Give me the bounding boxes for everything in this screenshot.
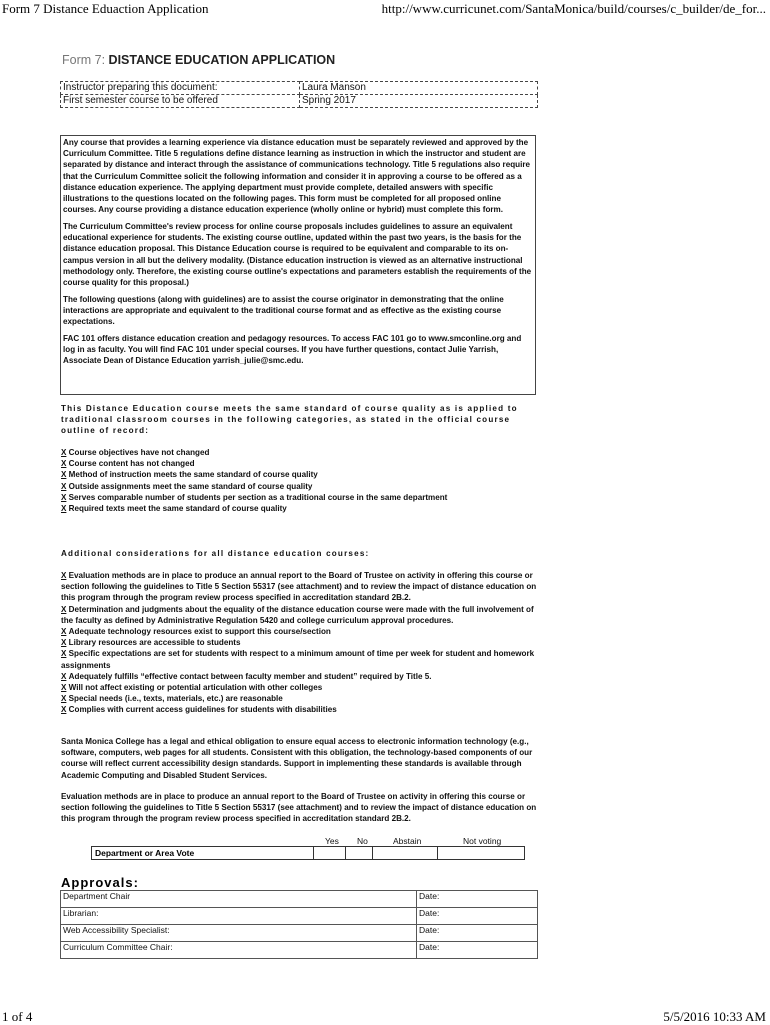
approvals-title: Approvals: [61, 875, 139, 890]
checklist-item [61, 604, 539, 626]
item-text: Course objectives have not changed [68, 448, 210, 457]
approval-date-label: Date: [417, 942, 538, 959]
vote-row-label: Department or Area Vote [92, 847, 314, 860]
intro-paragraph: The Curriculum Committee's review process for online course proposals includes guidelines to assure an equivalent educational experience for students. The existing course outline, updated within the past two years, is the basis for the distance education proposal. This Distance Education course is required to be equivalent and comparable to its on-campus version in all but the delivery modality. (Distance education instruction is viewed as an alternative instructional methodology only. Therefore, the existing course outline's expectations and parameters establish the requirements of the course quality for this proposal.) [63, 221, 532, 287]
accessibility-paragraph: Santa Monica College has a legal and ethical obligation to ensure equal access to electronic information technology (e.g., software, computers, web pages for all students. Consistent with this obligation, the technology-based components of our course will reflect current accessibility design standards. Support in implementing these standards is available through Academic Computing and Disabled Student Services. [61, 737, 533, 780]
checklist-item [61, 503, 447, 514]
item-text: Specific expectations are set for students with respect to a minimum amount of time per week for student and homework assignments [61, 649, 535, 670]
item-text: Will not affect existing or potential articulation with other colleges [68, 683, 323, 693]
checklist-item [61, 704, 539, 715]
intro-paragraph: Any course that provides a learning experience via distance education must be separately reviewed and approved by the Curriculum Committee. Title 5 regulations define distance learning as instruction in which the instructor and student are separated by distance and interact through the assistance of communications technology. Title 5 regulations also require that the Curriculum Committee solicit the following information and consider it in approving a course to be offered as a distance education experience. The applying department must provide complete, detailed answers with specific illustrations to the questions located on the following pages. This form must be completed for all proposed online courses. Any course providing a distance education experience (wholly online or hybrid) must complete this form. [63, 138, 530, 215]
check-mark: X [61, 649, 67, 659]
check-mark: X [61, 627, 67, 637]
check-mark: X [61, 683, 67, 693]
info-row [61, 95, 538, 108]
check-mark: X [61, 638, 67, 648]
standards-heading: This Distance Education course meets the same standard of course quality as is applied to traditional classroom courses in the following categories, as stated in the official course outline of record: [61, 404, 518, 436]
checklist-item [61, 458, 447, 469]
browser-url: http://www.curricunet.com/SantaMonica/build/courses/c_builder/de_for... [381, 1, 766, 16]
approval-row [61, 908, 538, 925]
approvals-table [60, 890, 538, 959]
item-text: Special needs (i.e., texts, materials, etc.) are reasonable [68, 694, 283, 704]
item-text: Required texts meet the same standard of course quality [68, 504, 287, 514]
approval-row [61, 942, 538, 959]
checklist-item [61, 481, 447, 492]
info-value: Spring 2017 [300, 95, 538, 108]
check-mark: X [61, 492, 67, 502]
checklist-item [61, 570, 539, 604]
evaluation-paragraph: Evaluation methods are in place to produce an annual report to the Board of Trustee on activity in offering this course or section following the guidelines to Title 5 Section 55317 (see attachment) and to review the impact of distance education on this program through the program review process specified in accreditation standard 2B.2. [61, 792, 537, 824]
additional-list [61, 570, 539, 716]
checklist-item [61, 469, 447, 480]
course-info-table [60, 81, 538, 108]
item-text: Adequate technology resources exist to support this course/section [68, 627, 331, 637]
item-text: Determination and judgments about the equality of the distance education course were made with the full involvement of the faculty as defined by Administrative Regulation 5420 and college curriculum approval procedures. [61, 604, 534, 625]
vote-cell-no [346, 847, 373, 860]
vote-row [92, 847, 525, 860]
item-text: Course content has not changed [68, 459, 195, 469]
checklist-item [61, 492, 447, 503]
vote-header-not-voting: Not voting [463, 836, 502, 846]
check-mark: X [61, 705, 67, 715]
vote-cell-abstain [373, 847, 438, 860]
item-text: Library resources are accessible to students [68, 638, 241, 648]
vote-header-yes: Yes [325, 836, 339, 846]
check-mark: X [61, 504, 67, 514]
item-text: Method of instruction meets the same standard of course quality [68, 470, 318, 480]
form-title-prefix: Form 7: [62, 53, 106, 67]
check-mark: X [61, 481, 67, 491]
vote-header-abstain: Abstain [393, 836, 422, 846]
check-mark: X [61, 470, 67, 480]
print-datetime: 5/5/2016 10:33 AM [663, 1009, 766, 1024]
approval-role: Curriculum Committee Chair: [61, 942, 417, 959]
approval-role: Department Chair [61, 891, 417, 908]
info-row [61, 82, 538, 95]
checklist-item [61, 637, 539, 648]
checklist-item [61, 682, 539, 693]
check-mark: X [61, 671, 67, 681]
check-mark: X [61, 571, 67, 580]
check-mark: X [61, 459, 67, 469]
info-label: Instructor preparing this document: [61, 82, 300, 95]
approval-date-label: Date: [417, 925, 538, 942]
vote-table [91, 846, 525, 860]
intro-paragraph: FAC 101 offers distance education creation and pedagogy resources. To access FAC 101 go to www.smconline.org and log in as faculty. You will find FAC 101 under special courses. If you have further questions, contact Julie Yarrish, Associate Dean of Distance Education yarrish_julie@smc.edu. [63, 333, 522, 366]
item-text: Outside assignments meet the same standard of course quality [68, 481, 313, 491]
checklist-item [61, 626, 539, 637]
check-mark: X [61, 694, 67, 704]
item-text: Serves comparable number of students per section as a traditional course in the same department [68, 492, 448, 502]
info-value: Laura Manson [300, 82, 538, 95]
intro-paragraph: The following questions (along with guidelines) are to assist the course originator in demonstrating that the online interactions are appropriate and equivalent to the traditional course format and as effective as the existing course expectations. [63, 294, 504, 327]
vote-header-no: No [357, 836, 368, 846]
form-title [62, 53, 335, 67]
approval-date-label: Date: [417, 891, 538, 908]
info-label: First semester course to be offered [61, 95, 300, 108]
item-text: Adequately fulfills “effective contact between faculty member and student” required by Title 5. [68, 671, 432, 681]
check-mark: X [61, 604, 67, 614]
form-title-text: DISTANCE EDUCATION APPLICATION [108, 53, 336, 67]
approval-date-label: Date: [417, 908, 538, 925]
checklist-item [61, 671, 539, 682]
checklist-item [61, 447, 447, 458]
checklist-item [61, 693, 539, 704]
additional-heading: Additional considerations for all distance education courses: [61, 549, 370, 558]
intro-box [60, 135, 536, 395]
approval-role: Web Accessibility Specialist: [61, 925, 417, 942]
item-text: Evaluation methods are in place to produce an annual report to the Board of Trustee on activity in offering this course or section following the guidelines to Title 5 Section 55317 (see attachment) and to review the impact of distance education on this program through the program review process specified in accreditation standard 2B.2. [61, 571, 537, 603]
approval-row [61, 925, 538, 942]
checklist-item [61, 648, 539, 670]
item-text: Complies with current access guidelines for students with disabilities [68, 705, 337, 715]
page-number: 1 of 4 [2, 1009, 33, 1024]
approval-row [61, 891, 538, 908]
standards-list [61, 447, 447, 514]
browser-page-title: Form 7 Distance Eduaction Application [2, 1, 209, 16]
vote-cell-not-voting [438, 847, 525, 860]
check-mark: X [61, 448, 67, 457]
vote-cell-yes [314, 847, 346, 860]
approval-role: Librarian: [61, 908, 417, 925]
